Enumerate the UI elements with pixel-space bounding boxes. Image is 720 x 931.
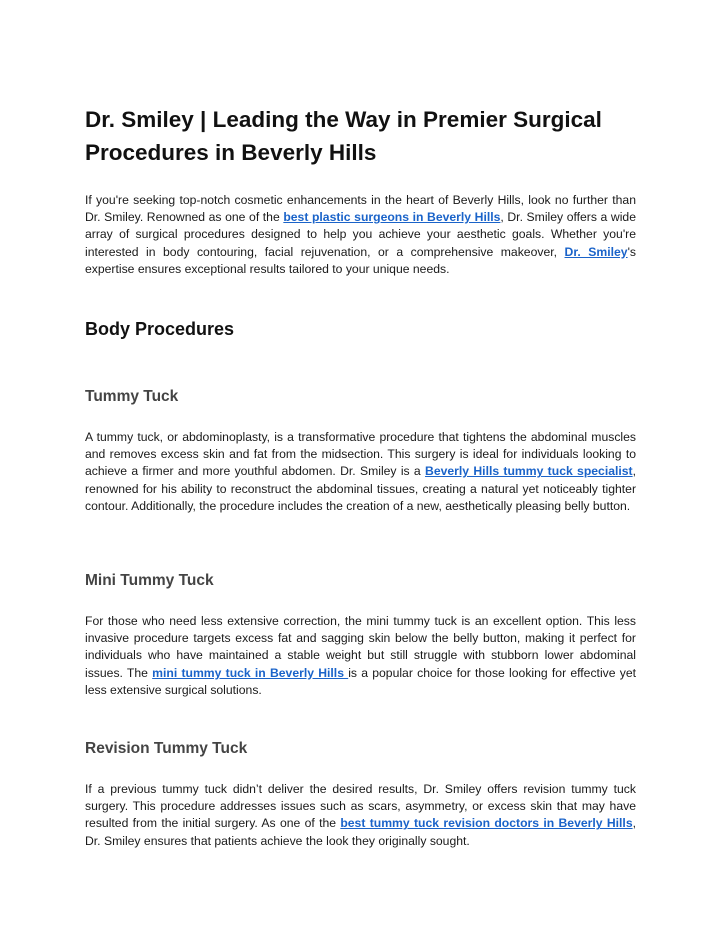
tummy-tuck-heading: Tummy Tuck: [85, 388, 179, 405]
dr-smiley-link[interactable]: Dr. Smiley: [564, 244, 628, 259]
intro-section: [85, 192, 636, 278]
intro-paragraph: If you're seeking top-notch cosmetic enhancements in the heart of Beverly Hills, look no further than Dr. Smiley. Renowned as one of the best plastic surgeons in Beverly Hills, Dr. Smiley offers a wide array of surgical procedures designed to help you achieve your aesthetic goals. Whether you're interested in body contouring, facial rejuvenation, or a comprehensive makeover, Dr. Smiley's expertise ensures exceptional results tailored to your unique needs.: [85, 193, 636, 276]
revision-tummy-tuck-paragraph: If a previous tummy tuck didn’t deliver the desired results, Dr. Smiley offers revision tummy tuck surgery. This procedure addresses issues such as scars, asymmetry, or excess skin that may have resulted from the initial surgery. As one of the best tummy tuck revision doctors in Beverly Hills, Dr. Smiley ensures that patients achieve the look they originally sought.: [85, 782, 636, 848]
mini-tummy-tuck-heading: Mini Tummy Tuck: [85, 572, 214, 589]
mini-tummy-tuck-section: [85, 613, 636, 699]
page-title: Dr. Smiley | Leading the Way in Premier Surgical Procedures in Beverly Hills: [85, 107, 602, 165]
tummy-tuck-specialist-link[interactable]: Beverly Hills tummy tuck specialist: [425, 464, 633, 479]
mini-tummy-tuck-link[interactable]: mini tummy tuck in Beverly Hills: [152, 665, 349, 680]
tummy-tuck-paragraph: A tummy tuck, or abdominoplasty, is a transformative procedure that tightens the abdominal muscles and removes excess skin and fat from the midsection. This surgery is ideal for individuals looking to achieve a firmer and more youthful abdomen. Dr. Smiley is a Beverly Hills tummy tuck specialist, renowned for his ability to reconstruct the abdominal tissues, creating a natural yet noticeably tighter contour. Additionally, the procedure includes the creation of a new, aesthetically pleasing belly button.: [85, 430, 636, 513]
revision-tummy-tuck-section: [85, 781, 636, 850]
tummy-tuck-section: [85, 429, 636, 515]
tummy-tuck-revision-link[interactable]: best tummy tuck revision doctors in Beverly Hills: [340, 816, 633, 831]
best-plastic-surgeons-link[interactable]: best plastic surgeons in Beverly Hills: [283, 210, 501, 225]
revision-tummy-tuck-heading: Revision Tummy Tuck: [85, 740, 248, 757]
body-procedures-heading: Body Procedures: [85, 319, 235, 339]
mini-tummy-tuck-paragraph: For those who need less extensive correction, the mini tummy tuck is an excellent option. This less invasive procedure targets excess fat and sagging skin below the belly button, making it perfect for individuals who have maintained a stable weight but still struggle with stubborn lower abdominal issues. The mini tummy tuck in Beverly Hills is a popular choice for those looking for effective yet less extensive surgical solutions.: [85, 614, 637, 697]
